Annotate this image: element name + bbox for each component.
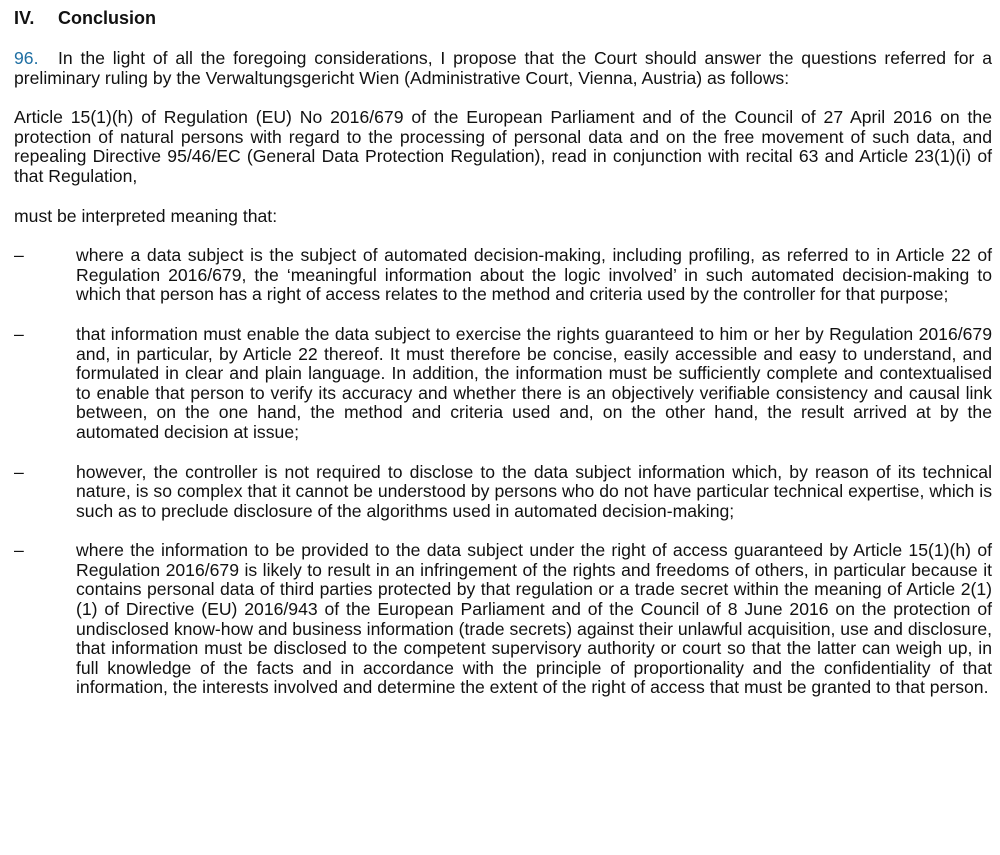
indent-item xyxy=(14,325,992,443)
indent-item xyxy=(14,463,992,522)
indent-dash: – xyxy=(14,323,24,344)
paragraph-number[interactable]: 96. xyxy=(14,48,39,68)
indent-dash: – xyxy=(14,461,24,482)
section-title: Conclusion xyxy=(58,8,156,28)
indent-dash: – xyxy=(14,245,24,266)
section-number: IV. xyxy=(14,8,35,28)
indent-text: where a data subject is the subject of automated decision-making, including profiling, as referred to in Article 22 of Regulation 2016/679, the ‘meaningful information about the logic involved’ in such automated decision-making to which that person has a right of access relates to the method and criteria used by the controller for that purpose; xyxy=(76,245,992,305)
interpretation-lead: must be interpreted meaning that: xyxy=(14,205,278,226)
indent-text: that information must enable the data subject to exercise the rights guaranteed to him or her by Regulation 2016/679 and, in particular, by Article 22 thereof. It must therefore be concise, easily accessible and easy to understand, and formulated in clear and plain language. In addition, the information must be sufficiently complete and contextualised to enable that person to verify its accuracy and whether there is an objectively verifiable consistency and causal link between, on the one hand, the method and criteria used and, on the other hand, the result arrived at by the automated decision at issue; xyxy=(76,323,992,442)
operative-article-text: Article 15(1)(h) of Regulation (EU) No 2016/679 of the European Parliament and of the Council of 27 April 2016 on the protection of natural persons with regard to the processing of personal data and on the free movement of such data, and repealing Directive 95/46/EC (General Data Protection Regulation), read in conjunction with recital 63 and Article 23(1)(i) of that Regulation, xyxy=(14,107,992,186)
indent-text: where the information to be provided to the data subject under the right of access guaranteed by Article 15(1)(h) of Regulation 2016/679 is likely to result in an infringement of the rights and freedoms of others, in particular because it contains personal data of third parties protected by that regulation or a trade secret within the meaning of Article 2(1)(1) of Directive (EU) 2016/943 of the European Parliament and of the Council of 8 June 2016 on the protection of undisclosed know-how and business information (trade secrets) against their unlawful acquisition, use and disclosure, that information must be disclosed to the competent supervisory authority or court so that the latter can weigh up, in full knowledge of the facts and in accordance with the principle of proportionality and the confidentiality of that information, the interests involved and determine the extent of the right of access that must be granted to that person. xyxy=(76,540,992,698)
indent-text: however, the controller is not required to disclose to the data subject information which, by reason of its technical nature, is so complex that it cannot be understood by persons who do not have particular technical expertise, which is such as to preclude disclosure of the algorithms used in automated decision-making; xyxy=(76,461,992,521)
indent-item xyxy=(14,541,992,698)
indent-dash: – xyxy=(14,540,24,561)
paragraph-96 xyxy=(14,49,992,88)
indent-item xyxy=(14,246,992,305)
paragraph-text: In the light of all the foregoing considerations, I propose that the Court should answer the questions referred for a preliminary ruling by the Verwaltungsgericht Wien (Administrative Court, Vienna, Austria) as follows: xyxy=(14,48,992,88)
section-heading xyxy=(14,8,992,28)
